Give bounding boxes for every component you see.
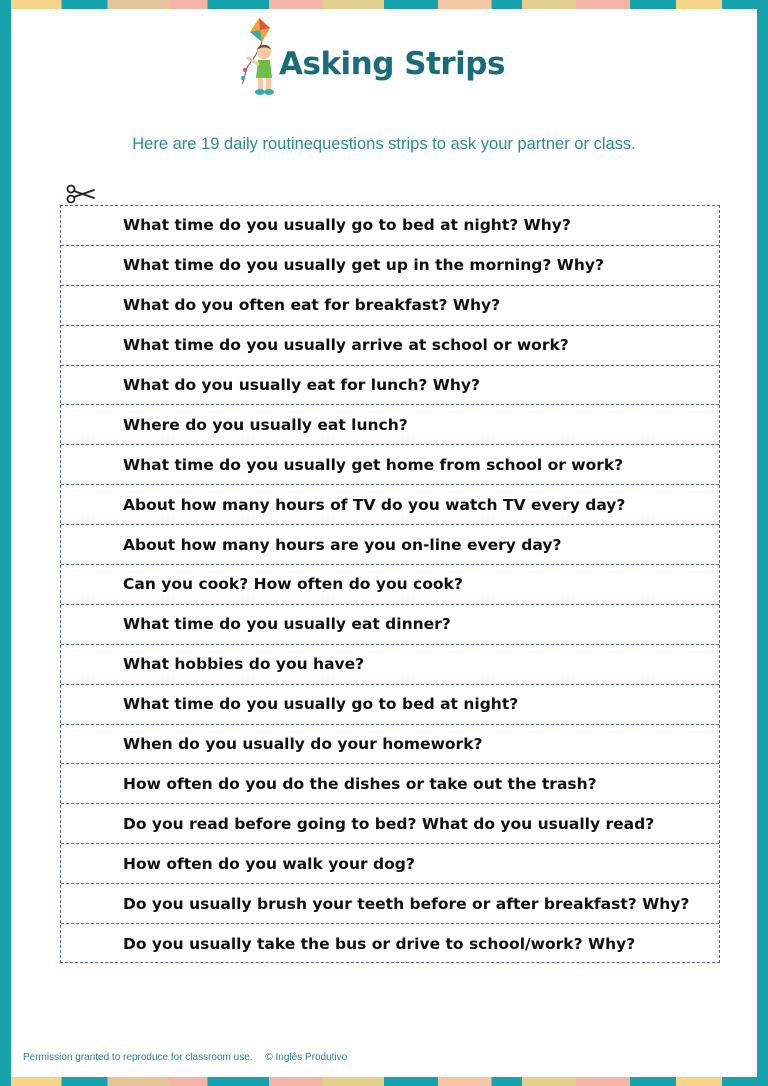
question-strip-18: Do you usually brush your teeth before or after breakfast? Why? [61,884,719,924]
question-strip-7: What time do you usually get home from school or work? [61,445,719,485]
question-strip-1: What time do you usually go to bed at night? Why? [61,206,719,246]
copyright-note: © Inglês Produtivo [265,1052,348,1063]
kite-girl-icon [236,18,282,98]
question-strip-16: Do you read before going to bed? What do you usually read? [61,804,719,844]
question-strips [60,205,720,963]
question-strip-2: What time do you usually get up in the morning? Why? [61,246,719,286]
page-footer [23,1052,347,1063]
question-strip-6: Where do you usually eat lunch? [61,405,719,445]
question-strip-4: What time do you usually arrive at school or work? [61,326,719,366]
permission-note: Permission granted to reproduce for classroom use. [23,1052,253,1063]
question-strip-8: About how many hours of TV do you watch TV every day? [61,485,719,525]
question-strip-15: How often do you do the dishes or take out the trash? [61,764,719,804]
question-strip-3: What do you often eat for breakfast? Why? [61,286,719,326]
page-header [0,18,768,98]
question-strip-13: What time do you usually go to bed at night? [61,685,719,725]
page-title: Asking Strips [279,46,505,82]
question-strip-11: What time do you usually eat dinner? [61,605,719,645]
question-strip-17: How often do you walk your dog? [61,844,719,884]
decorative-bottom-band [0,1077,768,1086]
question-strip-5: What do you usually eat for lunch? Why? [61,366,719,406]
question-strip-9: About how many hours are you on-line every day? [61,525,719,565]
scissors-icon [66,183,98,205]
question-strip-10: Can you cook? How often do you cook? [61,565,719,605]
question-strip-12: What hobbies do you have? [61,645,719,685]
question-strip-19: Do you usually take the bus or drive to school/work? Why? [123,934,636,953]
page-border-right [757,0,768,1086]
page-border-left [0,0,11,1086]
intro-text: Here are 19 daily routinequestions strips to ask your partner or class. [132,135,636,153]
decorative-top-band [0,0,768,9]
question-strip-14: When do you usually do your homework? [61,725,719,765]
